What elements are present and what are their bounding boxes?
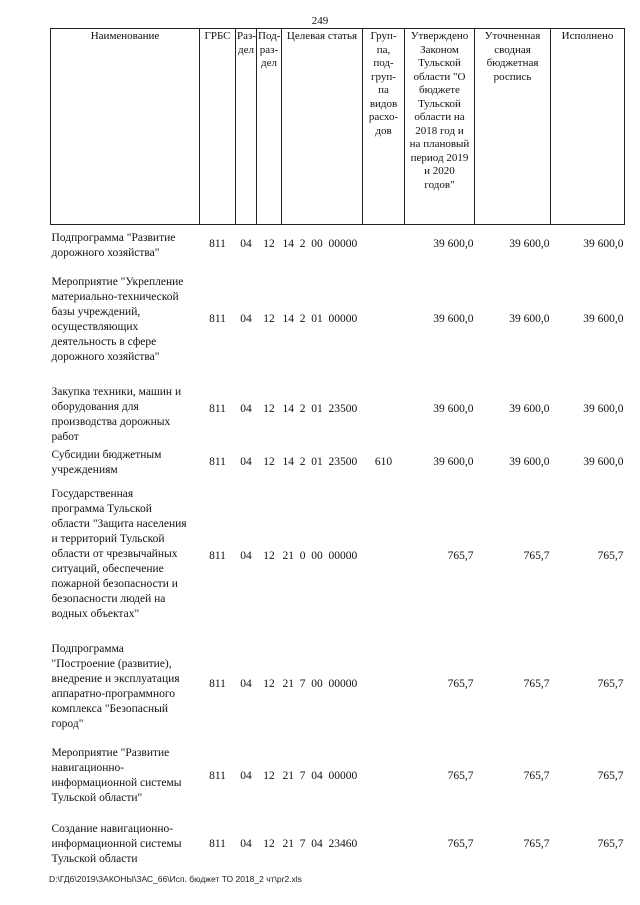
cell-group [363,481,405,632]
cell-target: 14 2 01 00000 [282,313,358,325]
cell-subsection: 12 [263,549,275,562]
cell-grbs: 811 [209,238,226,251]
cell-name: Мероприятие "Укрепление материально-технической базы учреждений, осуществляющих деятельность в сфере дорожного хозяйства" [51,275,184,363]
cell-grbs: 811 [209,678,226,690]
cell-refined: 39 600,0 [509,313,550,325]
cell-executed: 39 600,0 [583,403,624,415]
table-row [51,445,625,481]
cell-approved: 765,7 [447,678,474,690]
cell-group: 610 [374,456,393,468]
cell-name: Подпрограмма "Развитие дорожного хозяйства" [51,231,176,259]
cell-group [363,265,405,375]
cell-subsection: 12 [263,313,275,325]
table-row [51,375,625,445]
cell-subsection: 12 [263,238,275,251]
cell-subsection: 12 [263,770,275,782]
header-grbs: ГРБС [200,29,236,225]
header-target: Целевая статья [282,29,363,225]
cell-approved: 39 600,0 [433,403,474,415]
cell-refined: 765,7 [523,770,550,782]
cell-target: 21 0 00 00000 [282,549,358,562]
cell-target: 21 7 00 00000 [282,678,358,690]
cell-grbs: 811 [209,456,226,468]
cell-target: 14 2 01 23500 [282,403,358,415]
cell-section: 04 [240,770,252,782]
table-row [51,816,625,873]
header-refined: Уточненная сводная бюджетная роспись [475,29,551,225]
page-number: 249 [311,15,329,27]
table-row [51,632,625,738]
cell-executed: 765,7 [597,837,624,850]
cell-subsection: 12 [263,456,275,468]
cell-executed: 39 600,0 [583,238,624,251]
table-row [51,265,625,375]
header-name: Наименование [51,29,200,225]
cell-section: 04 [240,678,252,690]
cell-name: Создание навигационно- информационной системы Тульской области [51,822,182,865]
table-header [51,29,625,225]
table-body [51,225,625,873]
cell-grbs: 811 [209,403,226,415]
cell-name: Государственная программа Тульской области "Защита населения и территорий Тульской области от чрезвычайных ситуаций, обеспечение пожарной безопасности и безопасности людей на водных объектах" [51,487,187,620]
cell-approved: 39 600,0 [433,313,474,325]
cell-section: 04 [240,549,252,562]
cell-refined: 39 600,0 [509,403,550,415]
cell-refined: 39 600,0 [509,238,550,251]
cell-approved: 39 600,0 [433,238,474,251]
cell-section: 04 [240,837,252,850]
cell-approved: 765,7 [447,770,474,782]
header-executed: Исполнено [551,29,625,225]
header-approved: Утверждено Законом Тульской области "О бюджете Тульской области на 2018 год и на плановый период 2019 и 2020 годов" [405,29,475,225]
cell-grbs: 811 [209,549,226,562]
cell-target: 14 2 01 23500 [282,456,358,468]
table-row [51,738,625,816]
cell-subsection: 12 [263,837,275,850]
cell-executed: 765,7 [597,770,624,782]
cell-grbs: 811 [209,770,226,782]
cell-target: 21 7 04 00000 [282,770,358,782]
table-row [51,481,625,632]
cell-name: Закупка техники, машин и оборудования для производства дорожных работ [51,385,182,443]
cell-name: Подпрограмма "Построение (развитие), внедрение и эксплуатация аппаратно-программного комплекса "Безопасный город" [51,642,180,730]
cell-subsection: 12 [263,403,275,415]
cell-name: Мероприятие "Развитие навигационно- информационной системы Тульской области" [51,746,182,804]
cell-executed: 765,7 [597,549,624,562]
cell-refined: 765,7 [523,549,550,562]
header-subsection: Под- раз- дел [257,29,282,225]
cell-name: Субсидии бюджетным учреждениям [51,448,162,476]
cell-target: 14 2 00 00000 [282,238,358,251]
cell-group [363,632,405,738]
cell-group [363,816,405,873]
cell-refined: 765,7 [523,678,550,690]
header-group: Груп- па, под- груп- па видов расхо- дов [363,29,405,225]
cell-executed: 765,7 [597,678,624,690]
header-section: Раз- дел [236,29,257,225]
budget-table [50,28,625,873]
cell-grbs: 811 [209,837,226,850]
cell-group [363,225,405,265]
cell-approved: 765,7 [447,549,474,562]
cell-refined: 39 600,0 [509,456,550,468]
cell-section: 04 [240,456,252,468]
table-row [51,225,625,265]
cell-grbs: 811 [209,313,226,325]
cell-refined: 765,7 [523,837,550,850]
cell-section: 04 [240,403,252,415]
cell-group [363,375,405,445]
cell-approved: 39 600,0 [433,456,474,468]
cell-section: 04 [240,238,252,251]
footer-file-path: D:\ГД6\2019\ЗАКОНЫ\ЗАС_66\Исп. бюджет ТО 2018_2 чт\pr2.xls [49,874,302,884]
cell-subsection: 12 [263,678,275,690]
cell-group [363,738,405,816]
cell-approved: 765,7 [447,837,474,850]
cell-section: 04 [240,313,252,325]
cell-executed: 39 600,0 [583,456,624,468]
cell-executed: 39 600,0 [583,313,624,325]
cell-target: 21 7 04 23460 [282,837,358,850]
